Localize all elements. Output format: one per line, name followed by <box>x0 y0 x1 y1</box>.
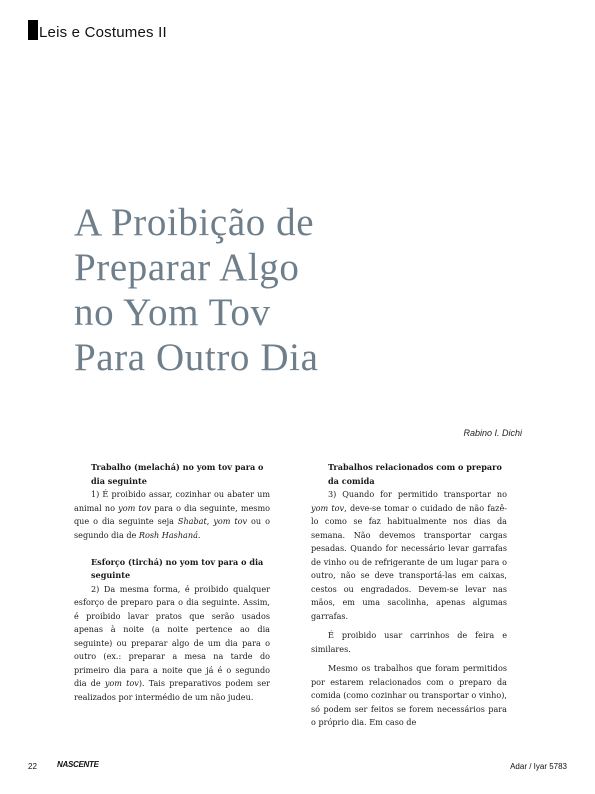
paragraph-1: 1) É proibido assar, cozinhar ou abater um animal no yom tov para o dia seguinte, mesmo que o dia seguinte seja Shabat, yom tov ou o segundo dia de Rosh Hashaná. <box>74 489 270 540</box>
paragraph-5: Mesmo os trabalhos que foram permitidos por estarem relacionados com o preparo da comida (como cozinhar ou transportar o vinho), só podem ser feitos se forem necessários para o próprio dia. Em caso de <box>311 663 507 727</box>
title-line-3: no Yom Tov <box>74 291 271 334</box>
text-column-left <box>74 461 270 704</box>
author-byline: Rabino I. Dichi <box>463 428 522 438</box>
section-marker <box>28 20 38 40</box>
title-line-1: A Proibição de <box>74 201 315 244</box>
article-title <box>74 200 514 380</box>
text-column-right <box>311 461 507 730</box>
paragraph-4: É proibido usar carrinhos de feira e similares. <box>311 630 507 654</box>
title-line-2: Preparar Algo <box>74 246 300 289</box>
magazine-logo: NASCENTE <box>57 760 99 769</box>
title-line-4: Para Outro Dia <box>74 336 319 379</box>
section-title: Leis e Costumes II <box>39 24 167 41</box>
paragraph-2: 2) Da mesma forma, é proibido qualquer esforço de preparo para o dia seguinte. Assim, é proibido lavar pratos que serão usados apenas à noite (a noite pertence ao dia seguinte) ou preparar algo de um dia para o outro (ex.: preparar a mesa na tarde do primeiro dia para a noite que já é o segundo dia de yom tov). Tais preparativos podem ser realizados por intermédio de um não judeu. <box>74 583 270 702</box>
page-number: 22 <box>28 762 37 771</box>
subheading-preparo: Trabalhos relacionados com o preparo da comida <box>328 462 502 486</box>
section-header <box>28 20 167 40</box>
subheading-tircha: Esforço (tirchá) no yom tov para o dia seguinte <box>91 556 264 580</box>
subheading-melacha: Trabalho (melachá) no yom tov para o dia seguinte <box>91 462 264 486</box>
paragraph-3: 3) Quando for permitido transportar no yom tov, deve-se tomar o cuidado de não fazê-lo como se faz habitualmente nos dias da semana. Não devemos transportar cargas pesadas. Quando for necessário levar garrafas de vinho ou de refrigerante de um lugar para o outro, não se deve transportá-las em caixas, cestos ou engradados. Devem-se levar nas mãos, em uma sacolinha, apenas algumas garrafas. <box>311 489 507 621</box>
issue-label: Adar / Iyar 5783 <box>510 762 567 771</box>
